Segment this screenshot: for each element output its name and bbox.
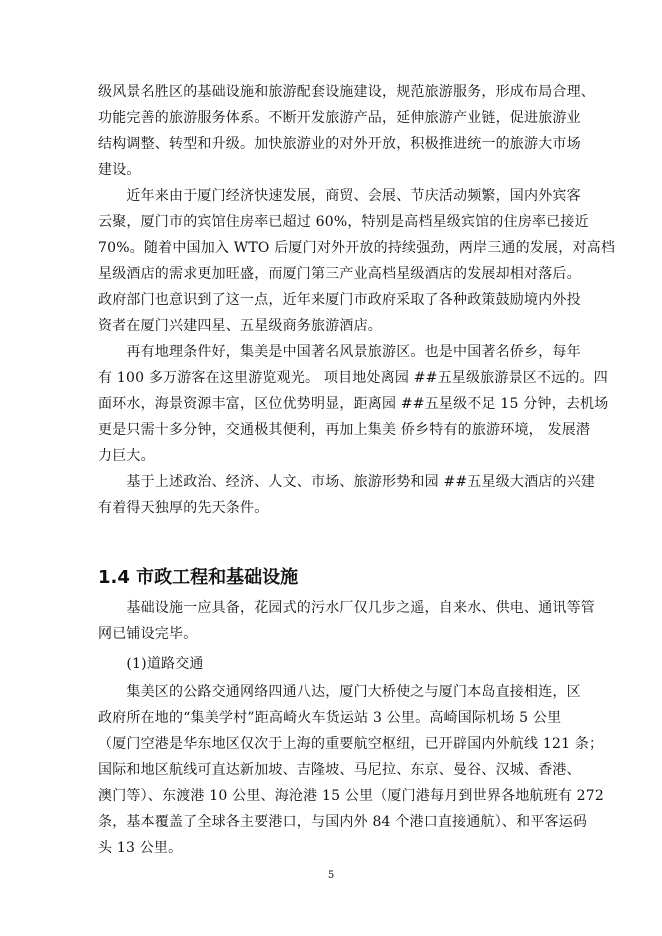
body-text-line: 力巨大。 bbox=[98, 448, 155, 464]
body-text-line: 面环水，海景资源丰富，区位优势明显，距离园 ##五星级不足 15 分钟，去机场 bbox=[98, 396, 609, 412]
body-text-line: 集美区的公路交通网络四通八达，厦门大桥使之与厦门本岛直接相连，区 bbox=[98, 684, 581, 700]
body-text-line: 再有地理条件好，集美是中国著名风景旅游区。也是中国著名侨乡，每年 bbox=[98, 344, 581, 360]
body-text-line: 政府部门也意识到了这一点，近年来厦门市政府采取了各种政策鼓励境内外投 bbox=[98, 292, 581, 308]
body-text-line: 有 100 多万游客在这里游览观光。 项目地处离园 ##五星级旅游景区不远的。四 bbox=[98, 370, 608, 386]
body-text-line: 有着得天独厚的先天条件。 bbox=[98, 500, 269, 516]
body-text-line: 70%。随着中国加入 WTO 后厦门对外开放的持续强劲，两岸三通的发展，对高档 bbox=[98, 240, 616, 256]
body-text-line: 级风景名胜区的基础设施和旅游配套设施建设，规范旅游服务，形成布局合理、 bbox=[98, 84, 595, 100]
body-text-line: 政府所在地的“集美学村”距高崎火车货运站 3 公里。高崎国际机场 5 公里 bbox=[98, 710, 562, 726]
body-text-line: 资者在厦门兴建四星、五星级商务旅游酒店。 bbox=[98, 318, 382, 334]
body-text-line: 基础设施一应具备，花园式的污水厂仅几步之遥，自来水、供电、通讯等管 bbox=[98, 600, 595, 616]
body-text-line: 国际和地区航线可直达新加坡、吉隆坡、马尼拉、东京、曼谷、汉城、香港、 bbox=[98, 762, 581, 778]
body-text-line: （厦门空港是华东地区仅次于上海的重要航空枢纽，已开辟国内外航线 121 条； bbox=[98, 736, 604, 752]
body-text-line: 澳门等）、东渡港 10 公里、海沧港 15 公里（厦门港每月到世界各地航班有 272 bbox=[98, 788, 604, 804]
section-heading: 1.4 市政工程和基础设施 bbox=[98, 567, 299, 588]
page-number: 5 bbox=[327, 870, 335, 881]
body-text-line: 近年来由于厦门经济快速发展，商贸、会展、节庆活动频繁，国内外宾客 bbox=[98, 188, 581, 204]
body-text-line: 星级酒店的需求更加旺盛，而厦门第三产业高档星级酒店的发展却相对落后。 bbox=[98, 266, 581, 282]
body-text-line: 条，基本覆盖了全球各主要港口，与国内外 84 个港口直接通航）、和平客运码 bbox=[98, 814, 588, 830]
body-text-line: 更是只需十多分钟，交通极其便利，再加上集美 侨乡特有的旅游环境， 发展潜 bbox=[98, 422, 591, 438]
body-text-line: 功能完善的旅游服务体系。不断开发旅游产品，延伸旅游产业链，促进旅游业 bbox=[98, 110, 581, 126]
subsection-label: (1)道路交通 bbox=[98, 656, 204, 672]
body-text-line: 结构调整、转型和升级。加快旅游业的对外开放，积极推进统一的旅游大市场 bbox=[98, 136, 581, 152]
body-text-line: 网已铺设完毕。 bbox=[98, 626, 198, 642]
body-text-line: 基于上述政治、经济、人文、市场、旅游形势和园 ##五星级大酒店的兴建 bbox=[98, 474, 596, 490]
body-text-line: 建设。 bbox=[98, 162, 141, 178]
body-text-line: 云聚，厦门市的宾馆住房率已超过 60%，特别是高档星级宾馆的住房率已接近 bbox=[98, 214, 589, 230]
body-text-line: 头 13 公里。 bbox=[98, 840, 183, 856]
